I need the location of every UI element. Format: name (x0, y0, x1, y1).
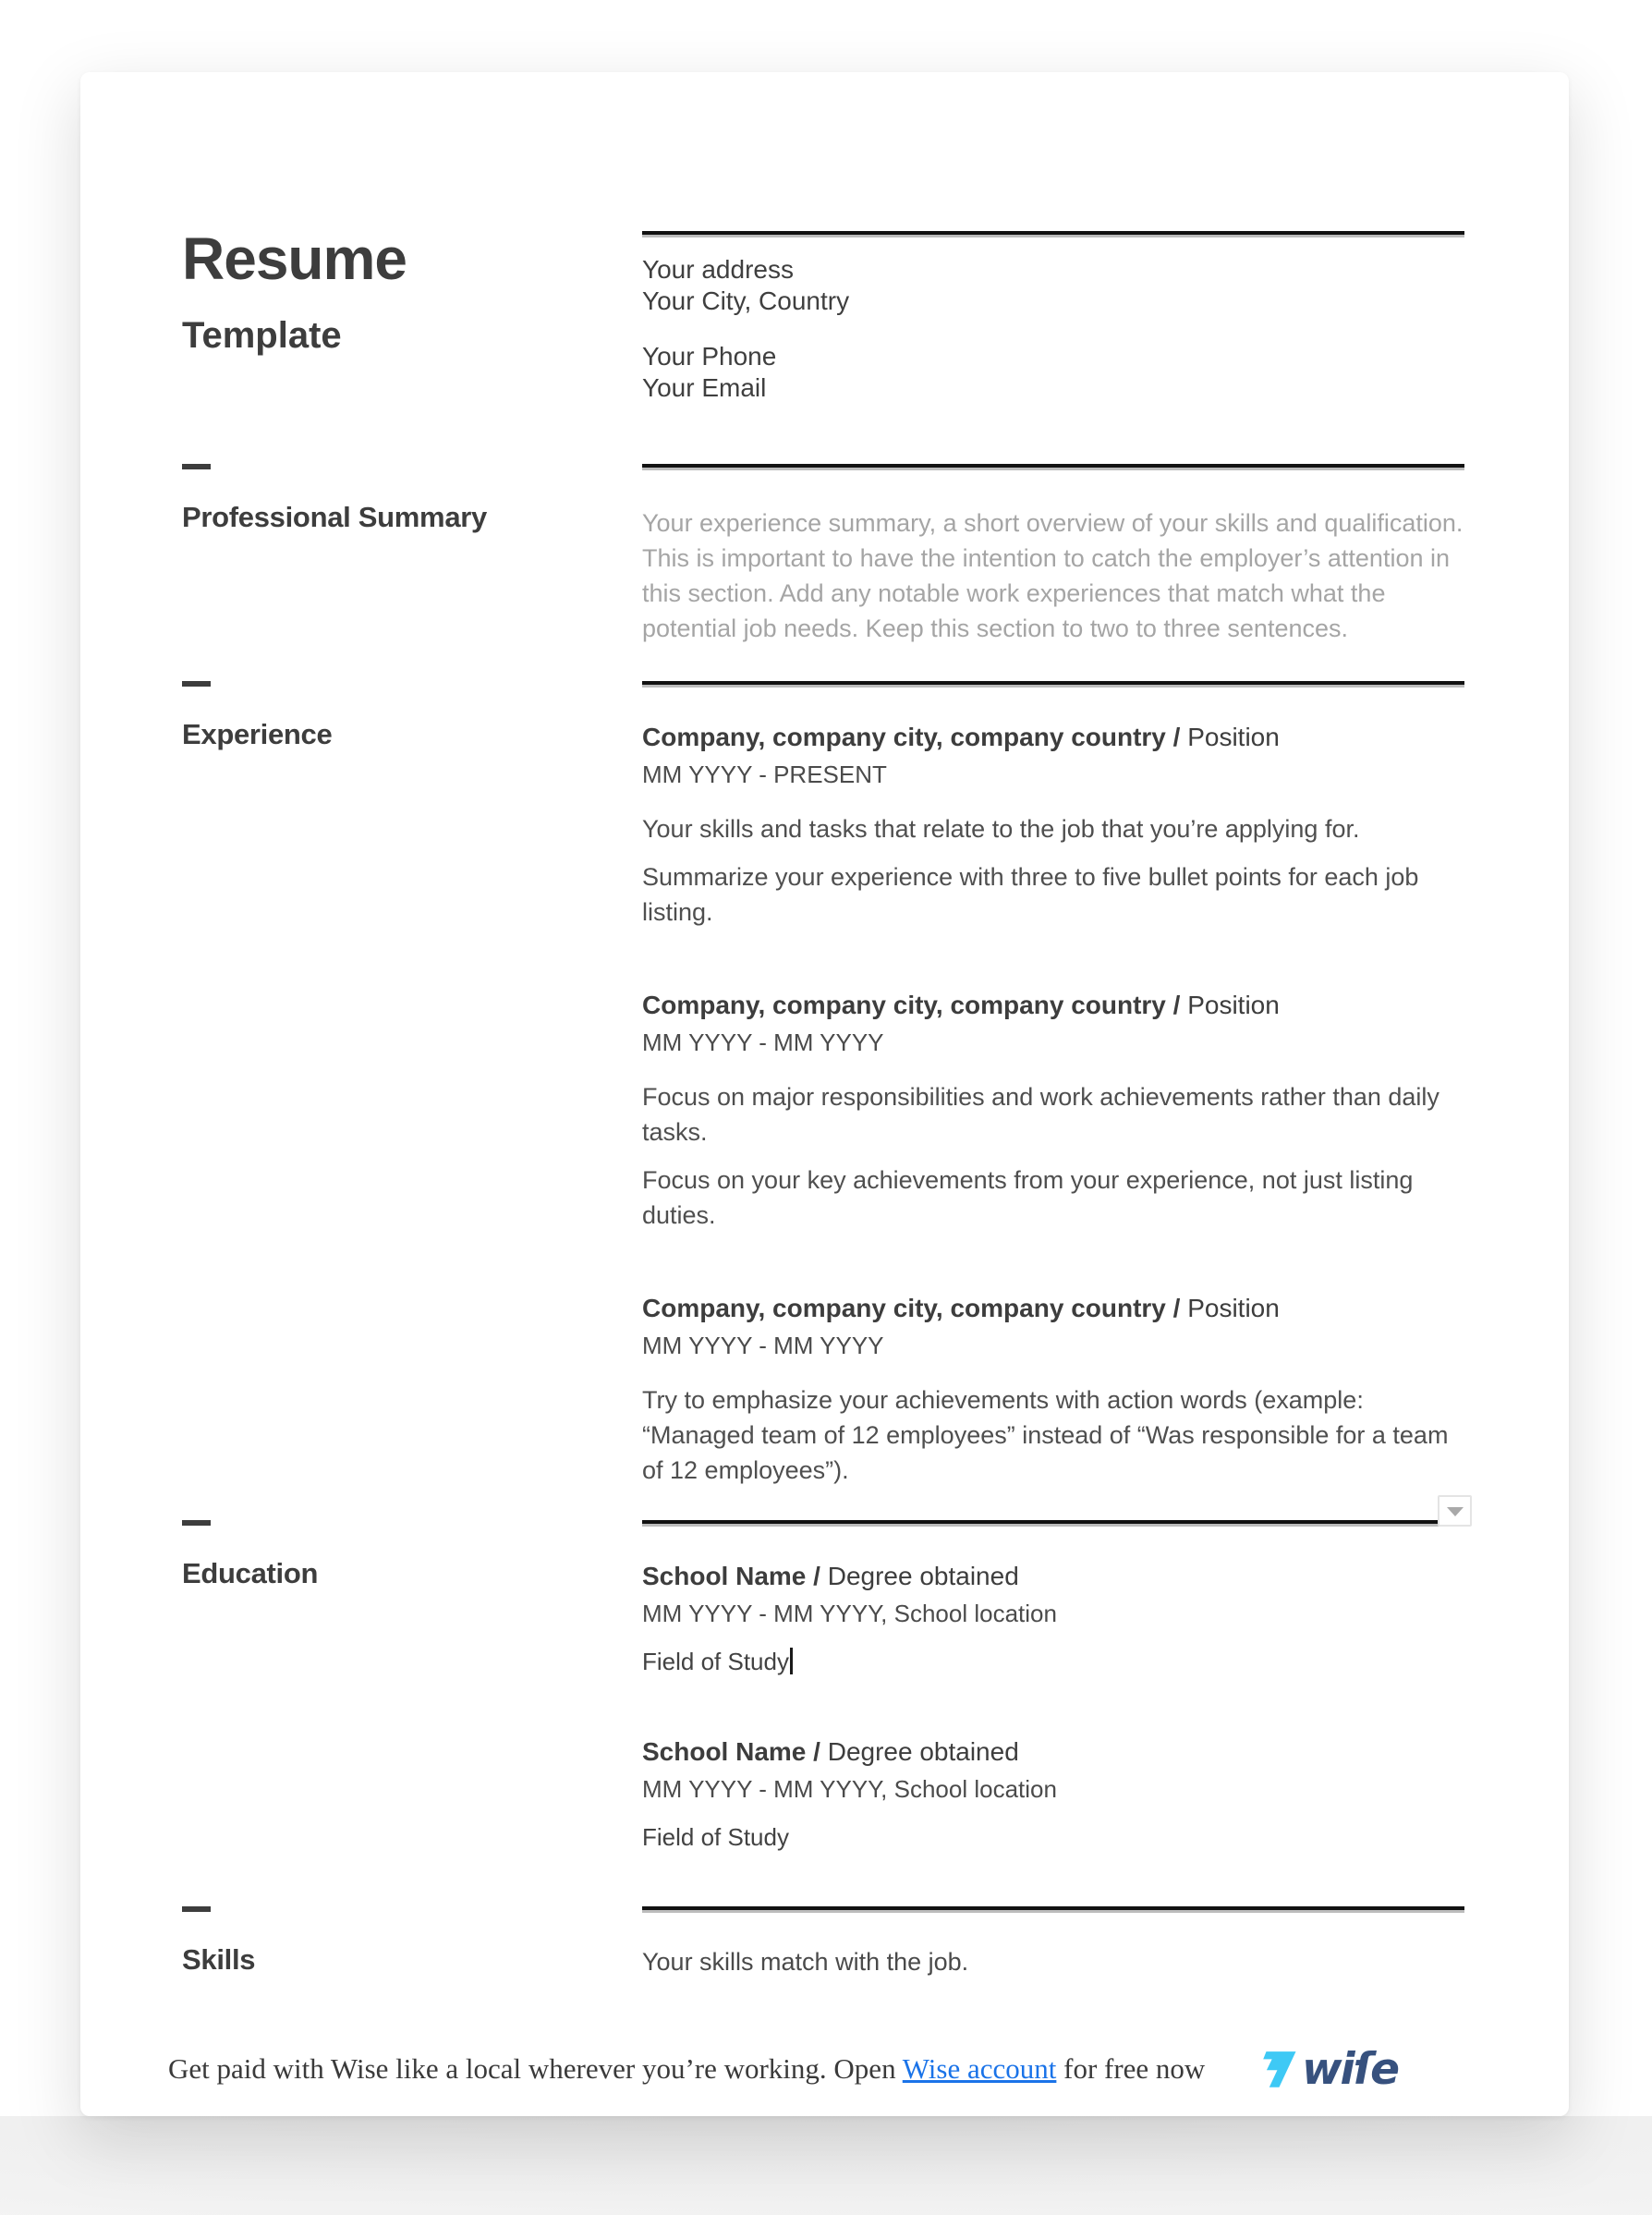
summary-placeholder-text: Your experience summary, a short overview of your skills and qualification. This is important to have the intention to catch the employer’s attention in this section. Add any notable work experiences that match what the potential job needs. Keep this section to two to three sentences. (642, 509, 1464, 642)
education-left (182, 1520, 642, 1852)
degree-title: Degree obtained (827, 1562, 1019, 1590)
experience-paragraph: Try to emphasize your achievements with action words (example: “Managed team of 12 employees” instead of “Was responsible for a team of 12 employees”). (642, 1386, 1449, 1484)
wise-flag-icon (1256, 2046, 1298, 2092)
text-cursor (790, 1648, 793, 1674)
position-title: Position (1187, 1294, 1280, 1322)
experience-entry (642, 1294, 1464, 1488)
wise-account-link[interactable]: Wise account (902, 2052, 1057, 2085)
section-dash-icon (182, 681, 211, 687)
footer-text-before: Get paid with Wise like a local wherever you’re working. Open (168, 2052, 903, 2085)
experience-entry-heading (642, 723, 1464, 752)
experience-entry (642, 991, 1464, 1233)
contact-email: Your Email (642, 373, 767, 402)
summary-right (642, 464, 1464, 646)
header-left (182, 225, 642, 404)
experience-left (182, 681, 642, 1488)
wise-wordmark: wiſe (1302, 2043, 1398, 2095)
document-title: Resume (182, 225, 407, 292)
experience-dates: MM YYYY - MM YYYY (642, 1332, 884, 1359)
experience-paragraph: Summarize your experience with three to five bullet points for each job listing. (642, 863, 1419, 926)
experience-body (642, 811, 1464, 930)
school-name: School Name / (642, 1737, 820, 1766)
skills-heading: Skills (182, 1943, 256, 1976)
experience-body (642, 1382, 1464, 1488)
company-name: Company, company city, company country / (642, 1294, 1181, 1322)
education-heading: Education (182, 1557, 319, 1589)
summary-left (182, 464, 642, 646)
education-divider (642, 1520, 1464, 1527)
experience-dates: MM YYYY - MM YYYY (642, 1028, 884, 1056)
education-entry (642, 1562, 1464, 1676)
company-name: Company, company city, company country / (642, 991, 1181, 1019)
page-background-strip (0, 2116, 1652, 2215)
document-subtitle: Template (182, 314, 342, 356)
skills-divider (642, 1906, 1464, 1913)
experience-entry-heading (642, 1294, 1464, 1323)
experience-entry-heading (642, 991, 1464, 1020)
header-section (182, 225, 1464, 404)
skills-left (182, 1906, 642, 1977)
experience-entry (642, 723, 1464, 930)
contact-address-group (642, 254, 1464, 317)
chevron-down-icon (1447, 1507, 1464, 1516)
school-name: School Name / (642, 1562, 820, 1590)
education-right (642, 1520, 1464, 1852)
section-dash-icon (182, 1520, 211, 1526)
experience-divider (642, 681, 1464, 688)
contact-city-country: Your City, Country (642, 286, 850, 315)
company-name: Company, company city, company country / (642, 723, 1181, 751)
header-right (642, 231, 1464, 404)
experience-right (642, 681, 1464, 1488)
contact-phone-group (642, 341, 1464, 404)
footer (168, 2043, 1398, 2095)
education-entry-heading (642, 1737, 1464, 1767)
field-of-study-text: Field of Study (642, 1648, 789, 1675)
position-title: Position (1187, 991, 1280, 1019)
experience-paragraph: Focus on your key achievements from your experience, not just listing duties. (642, 1166, 1414, 1229)
experience-section (182, 681, 1464, 1488)
footer-promo-text (168, 2052, 1205, 2086)
section-dash-icon (182, 464, 211, 469)
skills-section (182, 1906, 1464, 1977)
contact-block (642, 254, 1464, 404)
header-divider (642, 231, 1464, 237)
education-entry (642, 1737, 1464, 1852)
field-of-study-text: Field of Study (642, 1823, 789, 1851)
contact-phone: Your Phone (642, 342, 777, 371)
resume-page (80, 72, 1569, 2116)
education-entry-heading (642, 1562, 1464, 1591)
experience-paragraph: Focus on major responsibilities and work achievements rather than daily tasks. (642, 1083, 1439, 1146)
section-dash-icon (182, 1906, 211, 1912)
scroll-dropdown-button[interactable] (1438, 1495, 1472, 1527)
footer-text-after: for free now (1056, 2052, 1206, 2085)
summary-section (182, 464, 1464, 646)
education-dates: MM YYYY - MM YYYY, School location (642, 1775, 1057, 1803)
education-dates: MM YYYY - MM YYYY, School location (642, 1600, 1057, 1627)
experience-body (642, 1079, 1464, 1233)
field-of-study (642, 1648, 1464, 1676)
experience-paragraph: Your skills and tasks that relate to the job that you’re applying for. (642, 815, 1360, 843)
degree-title: Degree obtained (827, 1737, 1019, 1766)
summary-divider (642, 464, 1464, 470)
skills-text: Your skills match with the job. (642, 1948, 969, 1976)
wise-logo (1256, 2043, 1398, 2095)
skills-right (642, 1906, 1464, 1977)
education-section (182, 1520, 1464, 1852)
experience-dates: MM YYYY - PRESENT (642, 761, 887, 788)
position-title: Position (1187, 723, 1280, 751)
summary-heading: Professional Summary (182, 501, 487, 533)
experience-heading: Experience (182, 718, 333, 750)
contact-address: Your address (642, 255, 794, 284)
field-of-study (642, 1823, 1464, 1852)
